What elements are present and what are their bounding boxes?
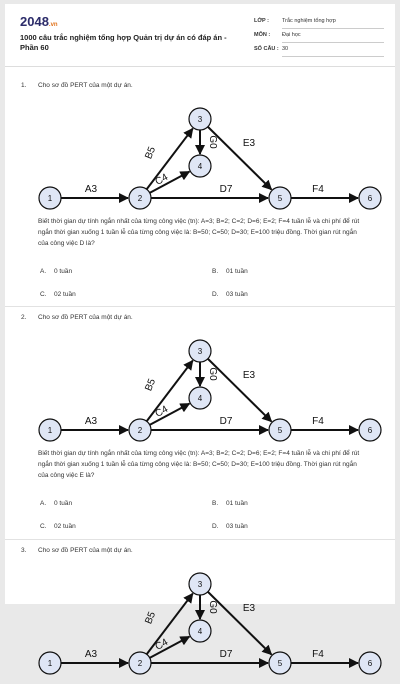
meta-subject	[254, 30, 384, 43]
document-title: 1000 câu trắc nghiệm tổng hợp Quản trị dự án có đáp án - Phần 60	[20, 33, 227, 52]
question-stem-text: Cho sơ đồ PERT của một dự án.	[38, 547, 133, 554]
meta-count	[254, 44, 384, 57]
question-divider	[5, 306, 395, 307]
option-c[interactable]	[40, 291, 76, 298]
event-node-label: 5	[277, 426, 283, 435]
meta-subject-value: Đại học	[282, 32, 301, 38]
activity-label: A3	[84, 649, 98, 660]
event-node-label: 5	[277, 659, 283, 668]
activity-label: D7	[219, 649, 233, 660]
event-node-label: 3	[197, 115, 203, 124]
activity-label: E3	[242, 370, 256, 381]
document-page	[5, 4, 395, 668]
activity-label: B5	[143, 145, 159, 161]
logo-suffix: .vn	[48, 22, 58, 28]
option-a[interactable]	[40, 268, 72, 275]
activity-label: B5	[143, 377, 159, 393]
activity-label: B5	[143, 610, 159, 626]
option-b[interactable]	[212, 500, 248, 507]
activity-label: G0	[207, 135, 218, 149]
event-node-label: 3	[197, 580, 203, 589]
event-node-label: 1	[47, 659, 53, 668]
option-letter: D.	[212, 523, 219, 530]
activity-label: F4	[312, 649, 324, 660]
option-letter: C.	[40, 523, 47, 530]
option-letter: A.	[40, 268, 47, 275]
meta-count-label: SỐ CÂU :	[254, 46, 279, 52]
question-text: Biết thời gian dự tính ngắn nhất của từng công việc (tn): A=3; B=2; C=2; D=6; E=2; F=4 tuần lễ và chi phí để rút ngắn thời gian xuống 1 tuần lễ của từng công việc là: B=50; C=50; D=30; E=100 triệu đồng. Thời gian rút ngắn của công việc D là?	[38, 218, 360, 247]
pert-diagram	[33, 559, 373, 684]
question-stem	[21, 547, 133, 554]
option-letter: A.	[40, 500, 47, 507]
question-stem	[21, 82, 133, 89]
event-node-label: 1	[47, 426, 53, 435]
pert-diagram	[33, 326, 373, 451]
meta-class-label: LỚP :	[254, 18, 269, 24]
activity-label: F4	[312, 416, 324, 427]
option-d[interactable]	[212, 291, 248, 298]
option-text: 03 tuần	[226, 291, 248, 298]
option-text: 03 tuần	[226, 523, 248, 530]
event-node-label: 2	[137, 426, 143, 435]
event-node-label: 6	[367, 194, 373, 203]
event-node-label: 4	[197, 627, 203, 636]
option-text: 02 tuần	[54, 523, 76, 530]
activity-label: E3	[242, 138, 256, 149]
activity-label: C4	[153, 403, 171, 420]
document-header	[5, 4, 395, 62]
question-number: 1.	[21, 82, 27, 89]
option-text: 02 tuần	[54, 291, 76, 298]
option-letter: D.	[212, 291, 219, 298]
option-d[interactable]	[212, 523, 248, 530]
activity-label: C4	[153, 636, 171, 653]
activity-label: E3	[242, 603, 256, 614]
option-letter: B.	[212, 268, 219, 275]
meta-underline	[282, 42, 384, 43]
activity-label: A3	[84, 416, 98, 427]
option-text: 01 tuần	[226, 268, 248, 275]
option-b[interactable]	[212, 268, 248, 275]
meta-underline	[282, 56, 384, 57]
logo-text: 2048	[20, 14, 49, 29]
event-node-label: 4	[197, 394, 203, 403]
event-node-label: 2	[137, 194, 143, 203]
activity-label: D7	[219, 184, 233, 195]
activity-label: C4	[153, 171, 171, 188]
option-text: 0 tuần	[54, 268, 73, 275]
option-c[interactable]	[40, 523, 76, 530]
question-stem	[21, 314, 133, 321]
event-node-label: 5	[277, 194, 283, 203]
option-text: 01 tuần	[226, 500, 248, 507]
activity-label: D7	[219, 416, 233, 427]
question-divider	[5, 539, 395, 540]
pert-diagram	[33, 94, 373, 219]
event-node-label: 3	[197, 347, 203, 356]
header-divider	[5, 66, 395, 67]
event-node-label: 2	[137, 659, 143, 668]
meta-class	[254, 16, 384, 29]
question-stem-text: Cho sơ đồ PERT của một dự án.	[38, 314, 133, 321]
question-text: Biết thời gian dự tính ngắn nhất của từng công việc (tn): A=3; B=2; C=2; D=6; E=2; F=4 tuần lễ và chi phí để rút ngắn thời gian xuống 1 tuần lễ của từng công việc là: B=50; C=50; D=30; E=100 triệu đồng. Thời gian rút ngắn của công việc E là?	[38, 450, 360, 479]
option-letter: B.	[212, 500, 219, 507]
option-text: 0 tuần	[54, 500, 73, 507]
meta-class-value: Trắc nghiệm tổng hợp	[282, 18, 336, 24]
question-stem-text: Cho sơ đồ PERT của một dự án.	[38, 82, 133, 89]
meta-underline	[282, 28, 384, 29]
site-logo[interactable]	[20, 14, 58, 29]
event-node-label: 1	[47, 194, 53, 203]
activity-label: G0	[207, 600, 218, 614]
activity-label: A3	[84, 184, 98, 195]
question-number: 2.	[21, 314, 27, 321]
meta-count-value: 30	[282, 46, 289, 52]
event-node-label: 4	[197, 162, 203, 171]
option-a[interactable]	[40, 500, 72, 507]
meta-subject-label: MÔN :	[254, 32, 271, 38]
activity-label: F4	[312, 184, 324, 195]
option-letter: C.	[40, 291, 47, 298]
event-node-label: 6	[367, 659, 373, 668]
question-number: 3.	[21, 547, 27, 554]
activity-label: G0	[207, 367, 218, 381]
event-node-label: 6	[367, 426, 373, 435]
